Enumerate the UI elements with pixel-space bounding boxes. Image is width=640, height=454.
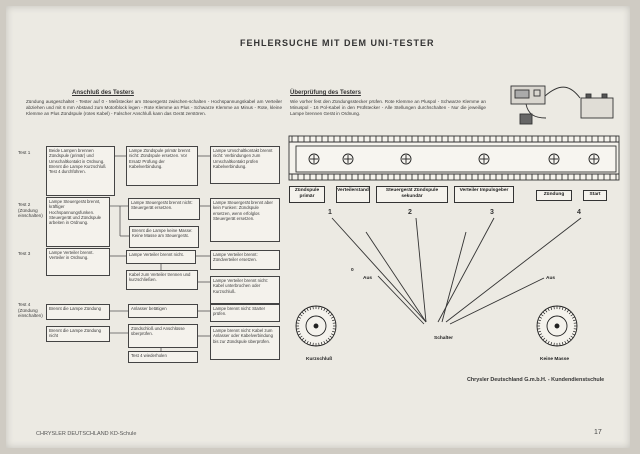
panel-label-pickup: Verteiler Impulsgeber	[454, 186, 514, 203]
test-4-label: Test 4 (Zündung einschalten)	[18, 302, 43, 319]
page-number: 17	[594, 429, 602, 436]
panel-label-start: Start	[583, 190, 607, 201]
page-title: FEHLERSUCHE MIT DEM UNI-TESTER	[240, 38, 435, 48]
test1-result-switch: Lampe Umschaltkontakt brennt nicht: Verbindungen zum Umschaltkontakt prüfen Kabelverbindung.	[210, 146, 280, 184]
test-1-label: Test 1	[18, 150, 31, 155]
test4-lamp-on: Brennt die Lampe Zündung	[46, 304, 110, 320]
no-ground-label: Keine Masse	[540, 357, 570, 362]
test-2-label: Test 2 (Zündung einschalten)	[18, 202, 43, 219]
tester-panel	[289, 136, 619, 180]
position-number-4: 4	[577, 209, 581, 216]
position-number-2: 2	[408, 209, 412, 216]
test2-result-no-ground: Brennt die Lampe keine Masse: Keine Masse am Steuergerät.	[129, 226, 199, 248]
right-heading: Überprüfung des Testers	[290, 90, 361, 96]
right-intro: Wie vorher fest den Zündungsstecker prüfen. Rote Klemme an Pluspol - Schwarze Klemme an Minuspol - 16 Pol-Kabel in den Prüfstecker - Alle Stellungen durchschalten - Nur die jeweilige Lampe brennen Gerät in Ordnung.	[290, 99, 486, 117]
test3-result-cable: Lampe Verteiler brennt nicht: Kabel unterbrochen oder Kurzschluß.	[210, 276, 280, 304]
test3-result-replace: Lampe Verteiler brennt: Zündverteiler ersetzen.	[210, 250, 280, 270]
credit-line: Chrysler Deutschland G.m.b.H. - Kundendienstschule	[467, 377, 605, 383]
panel-label-control-unit: Steuergerät Zündspule sekundär	[376, 186, 448, 203]
test1-result-coil: Lampe Zündspule primär brennt nicht: Zündspule ersetzen. Vor Ersatz Prüfung der Kabelverbindung.	[126, 146, 198, 186]
test4-repeat: Test 4 wiederholen	[128, 351, 198, 363]
test4-ignition-switch: Zündschloß und Anschlüsse überprüfen.	[128, 324, 198, 348]
test4-starter: Anlasser betätigen	[128, 304, 198, 318]
left-heading: Anschluß des Testers	[72, 90, 134, 96]
test4-starter-check: Lampe brennt nicht: Starter prüfen.	[210, 304, 280, 322]
test1-result-ok: Beide Lampen brennen Zündspule (primär) und Umschaltkontakt in Ordnung. Brennt die Lampe Kurzschluß Test 4 durchführen.	[46, 146, 115, 196]
test3-result-ok: Lampe Verteiler brennt. Verteiler in Ordnung.	[46, 248, 110, 276]
position-number-3: 3	[490, 209, 494, 216]
panel-label-distributor: Verteilerstand	[336, 186, 370, 203]
test3-result-no-lamp: Lampe Verteiler brennt nicht.	[126, 250, 196, 264]
test2-result-no-spark: Lampe Steuergerät brennt aber kein Funken: Zündspule ersetzen, wenn erfolglos Steuergerät ersetzen.	[210, 198, 280, 242]
document-page	[6, 6, 630, 448]
tester-illustration	[511, 86, 613, 124]
test4-cable-check: Lampe brennt nicht: Kabel zum Anlasser oder Kabelverbindung bis zur Zündspule überprüfen.	[210, 326, 280, 360]
test3-result-short: Kabel zum Verteiler trennen und kurzschließen.	[126, 270, 198, 290]
switch-zero-label: 0	[351, 268, 354, 273]
position-number-1: 1	[328, 209, 332, 216]
test2-result-ok: Lampe Steuergerät brennt, kräftiger Hochspannungsfunken. Steuergerät und Zündspule arbeiten in Ordnung.	[46, 197, 110, 247]
switch-aus-right: Aus	[546, 276, 556, 281]
left-intro: Zündung ausgeschaltet - Tester auf 0 - Meßstecker am Steuergerät zwischen-schalten - Hochspannungskabel am Verteiler abziehen und mit 6 mm Abstand zum Motorblock legen - Rote Klemme an Plus - Schwarze Klemme an Minus - Rote, kleine Klemme an Plus Zündspule (rotes Kabel) - Falscher Anschluß kann das Gerät zerstören.	[26, 99, 282, 117]
test2-result-no-lamp: Lampe Steuergerät brennt nicht: Steuergerät ersetzen.	[128, 198, 200, 220]
short-circuit-label: Kurzschluß	[306, 357, 333, 362]
footer-school: CHRYSLER DEUTSCHLAND KD-Schule	[36, 431, 137, 437]
switch-aus-left: Aus	[363, 276, 373, 281]
flow-connectors	[110, 156, 210, 351]
panel-label-ignition: Zündung	[536, 190, 572, 201]
test-3-label: Test 3	[18, 251, 31, 256]
test4-lamp-off: Brennt die Lampe Zündung nicht	[46, 326, 110, 342]
diagram-drawings	[6, 6, 630, 448]
switch-label: Schalter	[434, 336, 453, 341]
panel-label-coil-primary: Zündspule primär	[289, 186, 325, 203]
switch-fan-lines	[332, 218, 581, 324]
